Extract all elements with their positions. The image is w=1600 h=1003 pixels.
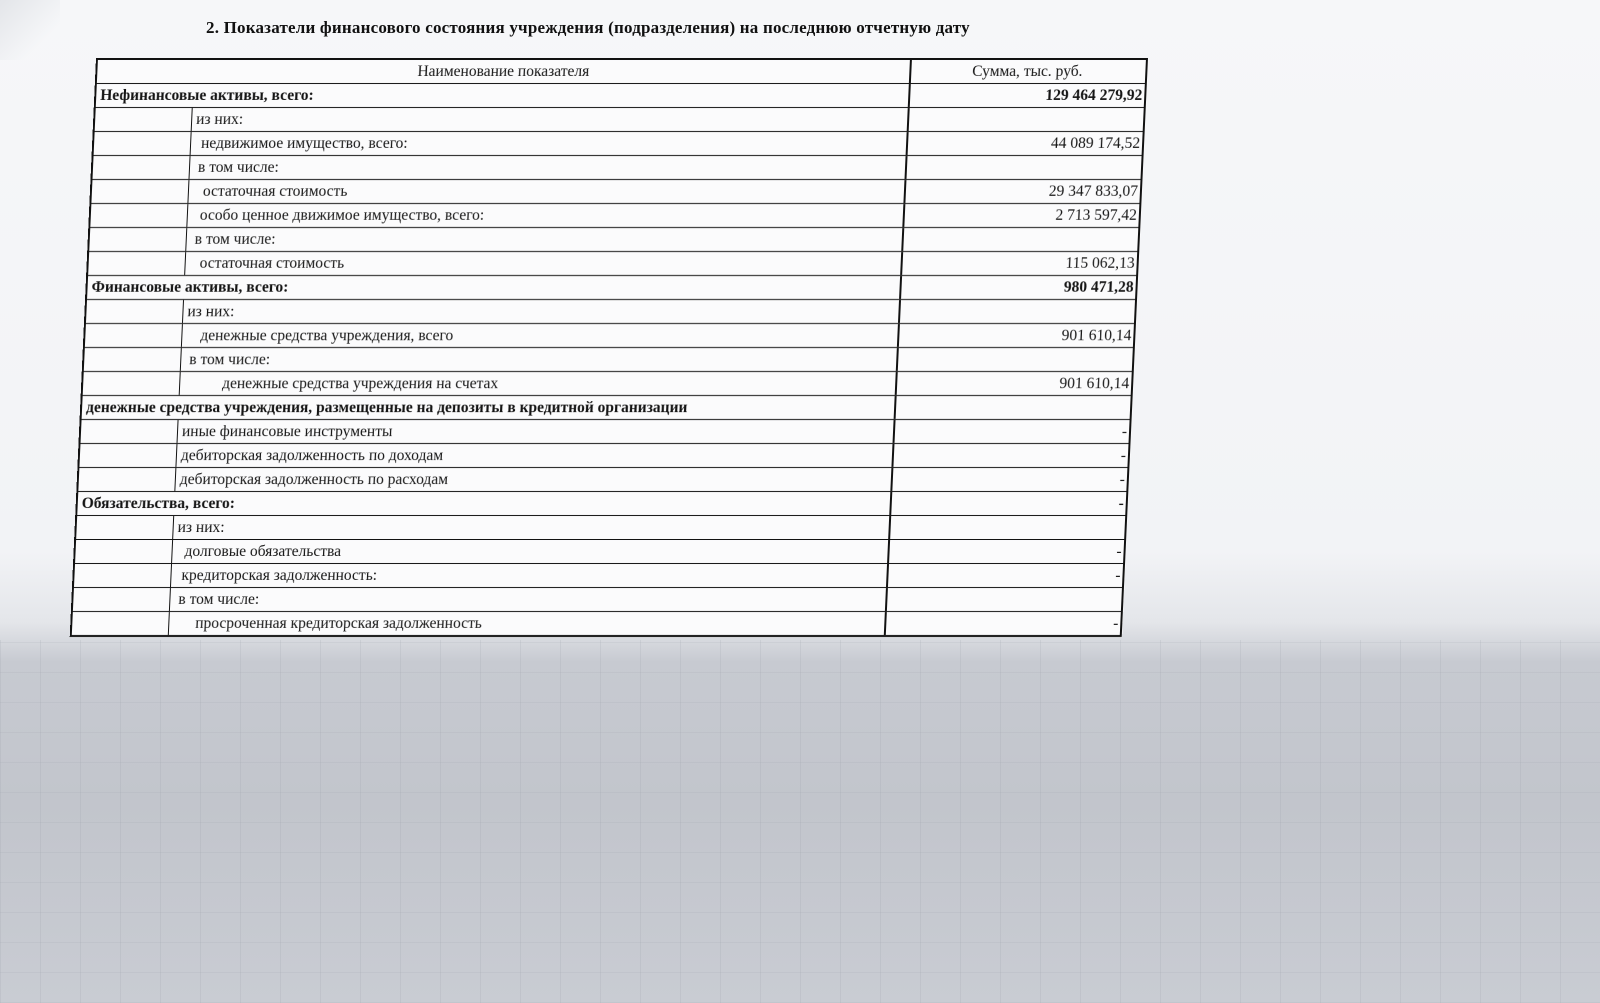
table-header-row	[97, 60, 1146, 83]
indent-cell	[86, 300, 184, 323]
table-row	[81, 419, 1130, 443]
table-row	[82, 395, 1131, 419]
table-row	[95, 107, 1144, 131]
indent-cell	[95, 108, 193, 131]
table-row	[72, 611, 1121, 635]
row-value: 980 471,28	[899, 276, 1136, 299]
indent-cell	[88, 252, 186, 275]
row-value	[907, 108, 1144, 131]
indent-cell	[85, 324, 183, 347]
row-value: -	[891, 444, 1128, 467]
table-row	[75, 539, 1124, 563]
row-label: недвижимое имущество, всего:	[200, 135, 409, 152]
row-value: -	[890, 468, 1127, 491]
table-row	[85, 323, 1134, 347]
row-label: из них:	[195, 111, 244, 128]
row-value: 29 347 833,07	[903, 180, 1140, 203]
row-value: -	[889, 492, 1126, 515]
row-label: в том числе:	[188, 351, 271, 368]
row-label: особо ценное движимое имущество, всего:	[199, 207, 485, 224]
table-row	[90, 203, 1139, 227]
row-label: дебиторская задолженность по расходам	[179, 471, 449, 488]
row-label: Нефинансовые активы, всего:	[99, 87, 315, 104]
indent-cell	[84, 348, 182, 371]
table-row	[89, 227, 1138, 251]
table-row	[93, 155, 1142, 179]
indent-cell	[76, 516, 174, 539]
table-row	[94, 131, 1143, 155]
indent-cell	[79, 444, 177, 467]
row-value: 901 610,14	[897, 324, 1134, 347]
row-label: остаточная стоимость	[199, 255, 345, 272]
table-row	[77, 491, 1126, 515]
row-value	[888, 516, 1125, 539]
indent-cell	[94, 132, 192, 155]
header-sum: Сумма, тыс. руб.	[909, 60, 1146, 83]
row-label: денежные средства учреждения, всего	[200, 327, 454, 344]
row-label: остаточная стоимость	[202, 183, 348, 200]
document-title: 2. Показатели финансового состояния учреждения (подразделения) на последнюю отчетную дату	[206, 18, 970, 37]
row-value: 115 062,13	[900, 252, 1137, 275]
table-row	[91, 179, 1140, 203]
row-label: Финансовые активы, всего:	[91, 279, 289, 296]
row-value: 901 610,14	[895, 372, 1132, 395]
row-value	[905, 156, 1142, 179]
row-label: денежные средства учреждения, размещенные на депозиты в кредитной организации	[85, 399, 688, 416]
table-row	[76, 515, 1125, 539]
row-value	[898, 300, 1135, 323]
row-value: 44 089 174,52	[906, 132, 1143, 155]
row-label: в том числе:	[194, 231, 276, 248]
indent-cell	[72, 612, 170, 635]
row-value: 2 713 597,42	[902, 204, 1139, 227]
row-value	[885, 588, 1122, 611]
row-label: денежные средства учреждения на счетах	[221, 375, 499, 392]
row-value: 129 464 279,92	[908, 84, 1145, 107]
table-row	[88, 251, 1137, 275]
row-value	[896, 348, 1133, 371]
table-row	[78, 467, 1127, 491]
indent-cell	[78, 468, 176, 491]
table-row	[74, 563, 1123, 587]
table-row	[73, 587, 1122, 611]
row-value: -	[884, 612, 1121, 635]
indent-cell	[93, 156, 191, 179]
row-value	[901, 228, 1138, 251]
row-label: в том числе:	[197, 159, 280, 176]
indent-cell	[83, 372, 181, 395]
row-label: дебиторская задолженность по доходам	[180, 447, 444, 464]
row-label: в том числе:	[178, 591, 260, 608]
row-label: долговые обязательства	[184, 543, 342, 560]
table-row	[84, 347, 1133, 371]
indent-cell	[74, 564, 172, 587]
indent-cell	[81, 420, 179, 443]
indent-cell	[91, 180, 189, 203]
table-row	[87, 275, 1136, 299]
row-label: Обязательства, всего:	[81, 495, 236, 512]
row-label: из них:	[187, 303, 235, 320]
indent-cell	[90, 204, 188, 227]
row-value: -	[886, 564, 1123, 587]
row-value	[894, 396, 1131, 419]
row-label: из них:	[177, 519, 226, 536]
table-row	[79, 443, 1128, 467]
table-row	[96, 83, 1145, 107]
row-value: -	[887, 540, 1124, 563]
row-label: просроченная кредиторская задолженность	[194, 615, 483, 632]
row-label: кредиторская задолженность:	[181, 567, 378, 584]
row-label: иные финансовые инструменты	[181, 423, 393, 440]
table-row	[83, 371, 1132, 395]
financial-indicators-table	[70, 58, 1148, 637]
row-value: -	[893, 420, 1130, 443]
indent-cell	[89, 228, 187, 251]
indent-cell	[73, 588, 171, 611]
table-row	[86, 299, 1135, 323]
header-name: Наименование показателя	[417, 63, 590, 80]
indent-cell	[75, 540, 173, 563]
